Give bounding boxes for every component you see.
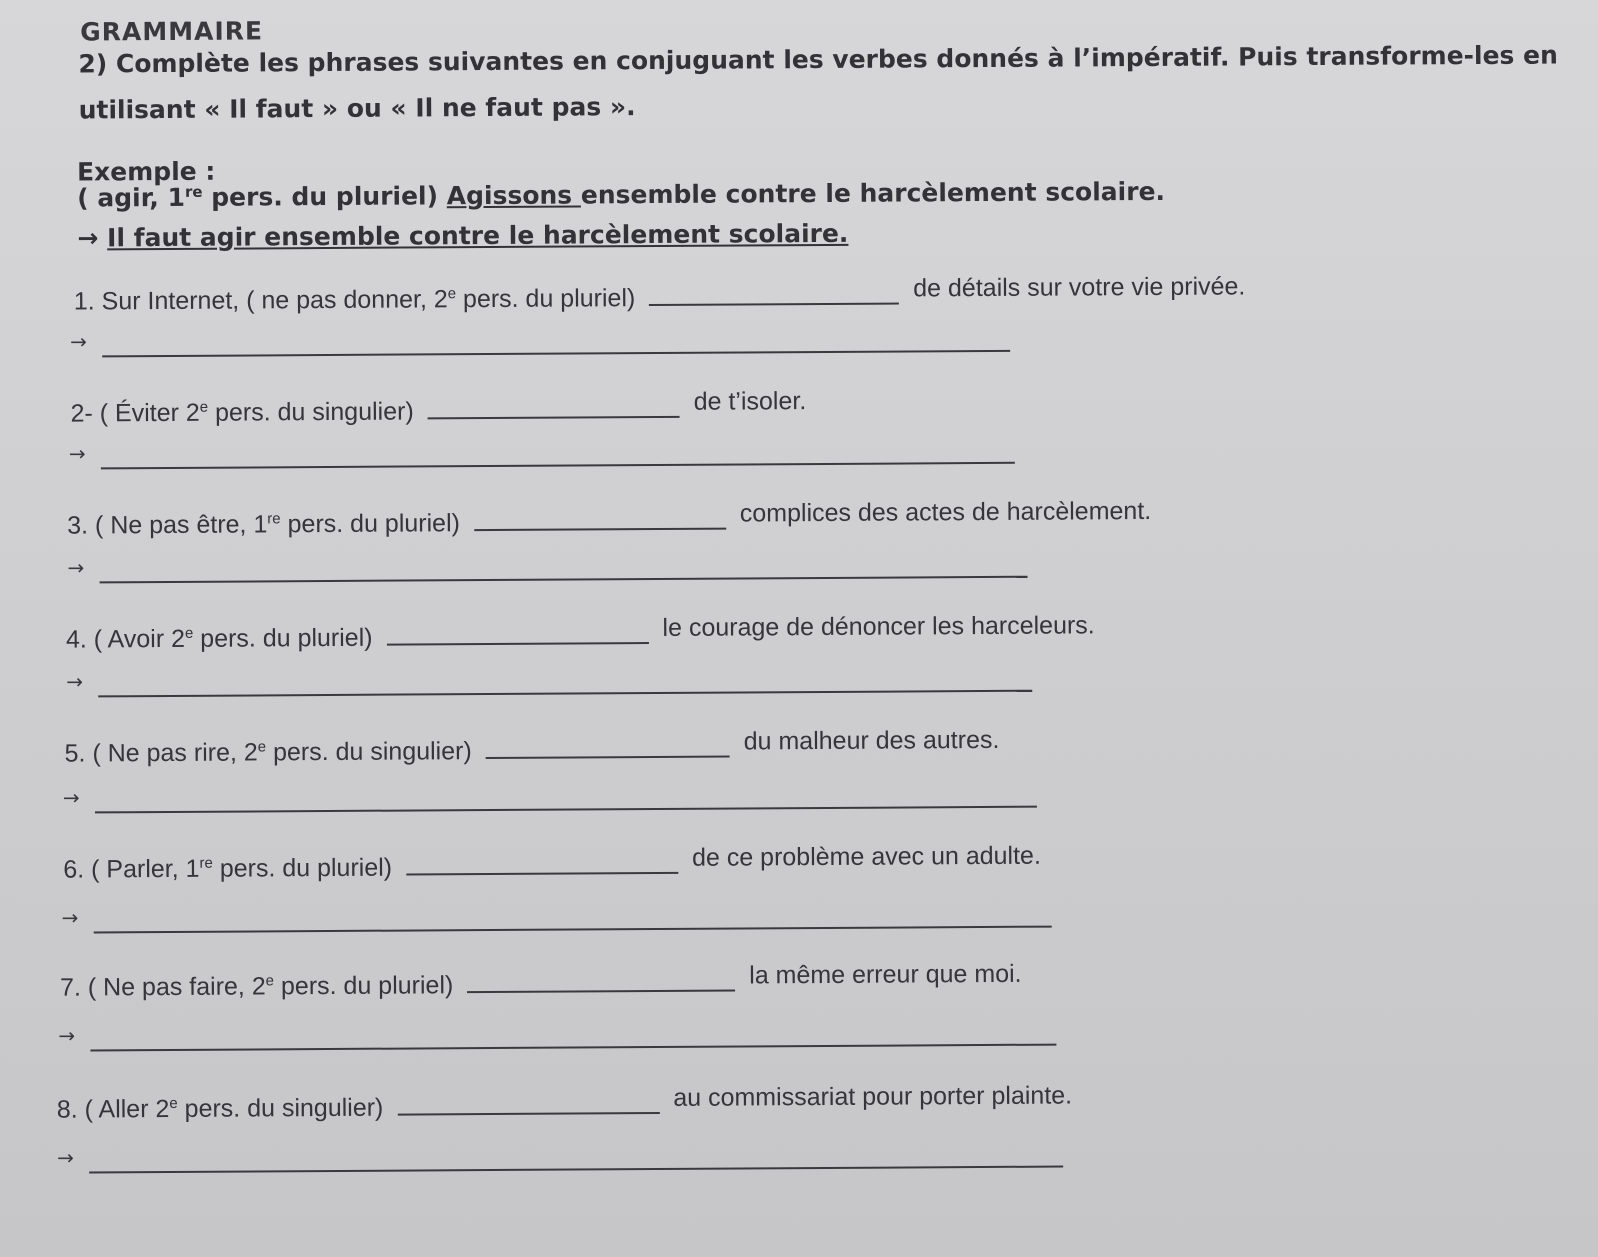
item-person-rest: pers. du singulier) (207, 397, 414, 427)
answer-line[interactable] (89, 1166, 1063, 1174)
answer-line[interactable] (90, 1044, 1056, 1052)
item-person-num: 2 (185, 398, 200, 427)
item-prompt (57, 1094, 384, 1125)
answer-blank[interactable] (467, 972, 735, 994)
arrow-icon: → (58, 1023, 76, 1048)
arrow-icon: → (66, 669, 84, 694)
exercise-item-8 (57, 1081, 1073, 1124)
item-prompt (67, 509, 460, 540)
item-sentence-rest: complices des actes de harcèlement. (739, 496, 1152, 528)
answer-line[interactable] (101, 462, 1015, 470)
exercise-item-4 (66, 611, 1095, 654)
item-prompt (60, 971, 453, 1002)
exercise-item-7 (60, 960, 1022, 1003)
answer-blank[interactable] (397, 1094, 659, 1116)
item-person-rest: pers. du pluriel) (455, 284, 636, 314)
item-sentence-rest: du malheur des autres. (743, 725, 1000, 756)
answer-line[interactable] (94, 926, 1052, 934)
item-verb: 2- ( Éviter (70, 398, 186, 428)
answer-blank[interactable] (486, 738, 730, 759)
answer-blank[interactable] (406, 854, 678, 876)
item-prompt (65, 737, 472, 768)
item-person-sup: re (199, 854, 213, 872)
item-prompt (74, 284, 636, 316)
example-label: Exemple : (76, 156, 216, 187)
item-verb: 4. ( Avoir (65, 624, 172, 654)
item-verb: 6. ( Parler, (63, 854, 186, 884)
item-person-sup: re (267, 510, 281, 528)
item-verb: 1. Sur Internet, ( ne pas donner, (73, 285, 434, 316)
exercise-item-3 (67, 497, 1151, 541)
item-person-num: 1 (253, 510, 268, 539)
answer-line[interactable] (100, 576, 1028, 584)
item-person-sup: e (265, 972, 275, 990)
exercise-item-5 (64, 726, 999, 769)
example-person-num: 1 (167, 182, 186, 212)
item-sentence-rest: de ce problème avec un adulte. (691, 841, 1041, 872)
item-person-rest: pers. du pluriel) (212, 853, 393, 883)
item-person-sup: e (184, 624, 194, 642)
exercise-item-2 (70, 387, 806, 428)
section-heading: GRAMMAIRE (80, 16, 264, 47)
exercise-instruction: 2) Complète les phrases suivantes en conjuguant les verbes donnés à l’impératif. Puis transforme-les en utilisant « Il faut » ou « Il ne faut pas ». (78, 40, 1558, 125)
example-sentence (77, 177, 1165, 213)
answer-blank[interactable] (386, 624, 648, 646)
item-person-num: 2 (251, 972, 266, 1001)
item-verb: 8. ( Aller (56, 1095, 156, 1124)
item-person-sup: e (257, 738, 267, 756)
item-verb: 3. ( Ne pas être, (67, 510, 254, 540)
item-prompt (66, 624, 373, 655)
answer-blank[interactable] (428, 398, 680, 420)
item-verb: 5. ( Ne pas rire, (64, 738, 244, 768)
example-verb: ( agir, (77, 182, 168, 213)
example-sentence-rest: ensemble contre le harcèlement scolaire. (580, 176, 1166, 210)
item-person-rest: pers. du singulier) (265, 737, 472, 767)
arrow-icon: → (56, 1145, 74, 1170)
answer-line[interactable] (102, 350, 1010, 358)
arrow-icon: → (68, 441, 86, 466)
item-prompt (63, 854, 392, 885)
item-prompt (70, 397, 413, 428)
item-person-num: 1 (185, 854, 200, 883)
answer-blank[interactable] (474, 510, 726, 532)
item-person-rest: pers. du pluriel) (193, 623, 373, 653)
item-person-sup: e (447, 285, 457, 303)
item-person-num: 2 (433, 285, 448, 314)
item-person-rest: pers. du singulier) (177, 1093, 384, 1123)
item-person-rest: pers. du pluriel) (280, 509, 460, 539)
arrow-icon: → (62, 785, 80, 810)
exercise-item-1 (74, 272, 1246, 316)
item-person-num: 2 (170, 624, 186, 653)
example-person-rest: pers. du pluriel) (202, 181, 447, 212)
item-sentence-rest: la même erreur que moi. (749, 959, 1022, 990)
item-sentence-rest: de t’isoler. (693, 387, 807, 416)
item-sentence-rest: le courage de dénoncer les harceleurs. (662, 611, 1095, 642)
example-answer: Agissons (446, 180, 581, 211)
item-sentence-rest: de détails sur votre vie privée. (913, 272, 1246, 303)
example-transformation (77, 219, 848, 253)
arrow-icon: → (70, 329, 87, 354)
item-person-sup: e (199, 398, 209, 416)
arrow-icon: → (61, 905, 79, 930)
answer-blank[interactable] (649, 285, 899, 307)
item-person-sup: e (169, 1094, 178, 1112)
example-arrow: → (77, 223, 108, 253)
example-person-sup: re (184, 182, 203, 201)
item-person-rest: pers. du pluriel) (273, 971, 454, 1001)
item-sentence-rest: au commissariat pour porter plainte. (673, 1081, 1073, 1112)
arrow-icon: → (67, 555, 85, 580)
answer-line[interactable] (95, 806, 1037, 814)
exercise-item-6 (63, 842, 1041, 885)
example-transformed-sentence: Il faut agir ensemble contre le harcèlement scolaire. (107, 218, 849, 253)
item-person-num: 2 (243, 738, 258, 767)
item-verb: 7. ( Ne pas faire, (59, 972, 252, 1002)
item-person-num: 2 (155, 1094, 170, 1124)
answer-line[interactable] (98, 690, 1032, 698)
